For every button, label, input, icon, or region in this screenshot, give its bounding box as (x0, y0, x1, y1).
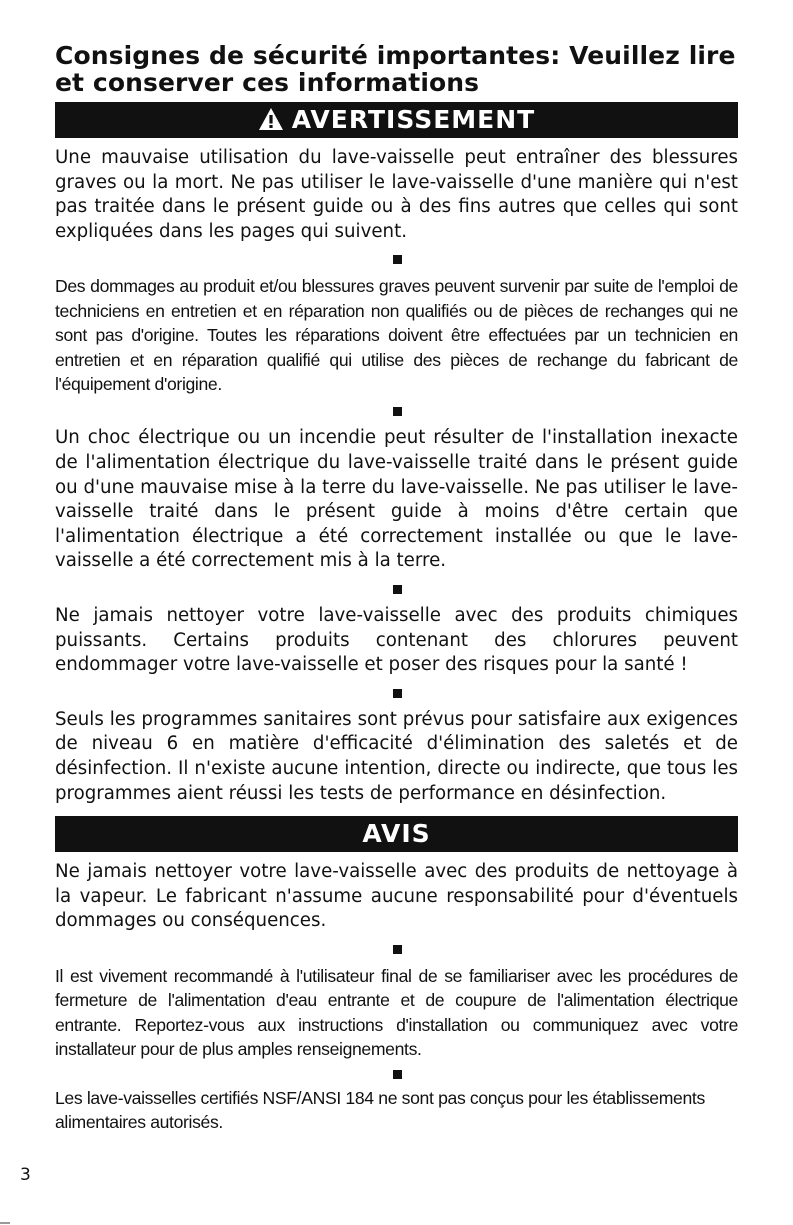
bullet-square-icon (393, 255, 402, 264)
document-page (55, 42, 738, 1134)
warning-banner (55, 102, 738, 138)
warning-triangle-icon (258, 107, 284, 131)
crop-mark (0, 1222, 10, 1224)
warning-banner-label: AVERTISSEMENT (291, 105, 536, 134)
separator (55, 244, 738, 274)
bullet-square-icon (393, 945, 402, 954)
notice-banner-label: AVIS (362, 819, 431, 849)
bullet-square-icon (393, 1070, 402, 1079)
separator (55, 1062, 738, 1086)
separator (55, 396, 738, 426)
page-title: Consignes de sécurité importantes: Veuillez lire et conserver ces informations (55, 41, 736, 97)
bullet-square-icon (393, 689, 402, 698)
warning-paragraph: Seuls les programmes sanitaires sont prévus pour satisfaire aux exigences de niveau 6 en matière d'efficacité d'élimination des saletés et de désinfection. Il n'existe aucune intention, directe ou indirecte, que tous les programmes aient réussi les tests de performance en désinfection. (55, 708, 738, 804)
warning-paragraph: Un choc électrique ou un incendie peut résulter de l'installation inexacte de l'alimentation électrique du lave-vaisselle traité dans le présent guide ou d'une mauvaise mise à la terre du lave-vaisselle. Ne pas utiliser le lave-vaisselle traité dans le présent guide à moins d'être certain que l'alimentation électrique a été correctement installée ou que le lave-vaisselle a été correctement mis à la terre. (55, 427, 738, 572)
notice-banner (55, 816, 738, 852)
notice-paragraph: Il est vivement recommandé à l'utilisateur final de se familiariser avec les procédures de fermeture de l'alimentation d'eau entrante et de coupure de l'alimentation électrique entrante. Reportez-vous aux instructions d'installation ou communiquez avec votre installateur pour de plus amples renseignements. (55, 965, 738, 1060)
separator (55, 574, 738, 604)
notice-paragraph: Les lave-vaisselles certifiés NSF/ANSI 184 ne sont pas conçus pour les établissements alimentaires autorisés. (55, 1087, 705, 1132)
warning-paragraph: Ne jamais nettoyer votre lave-vaisselle avec des produits chimiques puissants. Certains produits contenant des chlorures peuvent endommager votre lave-vaisselle et poser des risques pour la santé ! (55, 604, 738, 676)
warning-paragraph: Des dommages au produit et/ou blessures graves peuvent survenir par suite de l'emploi de techniciens en entretien et en réparation non qualifiés ou de pièces de rechanges qui ne sont pas d'origine. Toutes les réparations doivent être effectuées par un technicien en entretien et en réparation qualifié qui utilise des pièces de rechange du fabricant de l'équipement d'origine. (55, 276, 738, 394)
warning-paragraph: Une mauvaise utilisation du lave-vaisselle peut entraîner des blessures graves ou la mort. Ne pas utiliser le lave-vaisselle d'une manière qui n'est pas traitée dans le présent guide ou à des fins autres que celles qui sont expliquées dans les pages qui suivent. (55, 147, 738, 242)
notice-paragraph: Ne jamais nettoyer votre lave-vaisselle avec des produits de nettoyage à la vapeur. Le fabricant n'assume aucune responsabilité pour d'éventuels dommages ou conséquences. (55, 861, 738, 932)
page-number: 3 (20, 1165, 31, 1185)
bullet-square-icon (393, 407, 402, 416)
separator (55, 934, 738, 964)
separator (55, 678, 738, 708)
bullet-square-icon (393, 585, 402, 594)
